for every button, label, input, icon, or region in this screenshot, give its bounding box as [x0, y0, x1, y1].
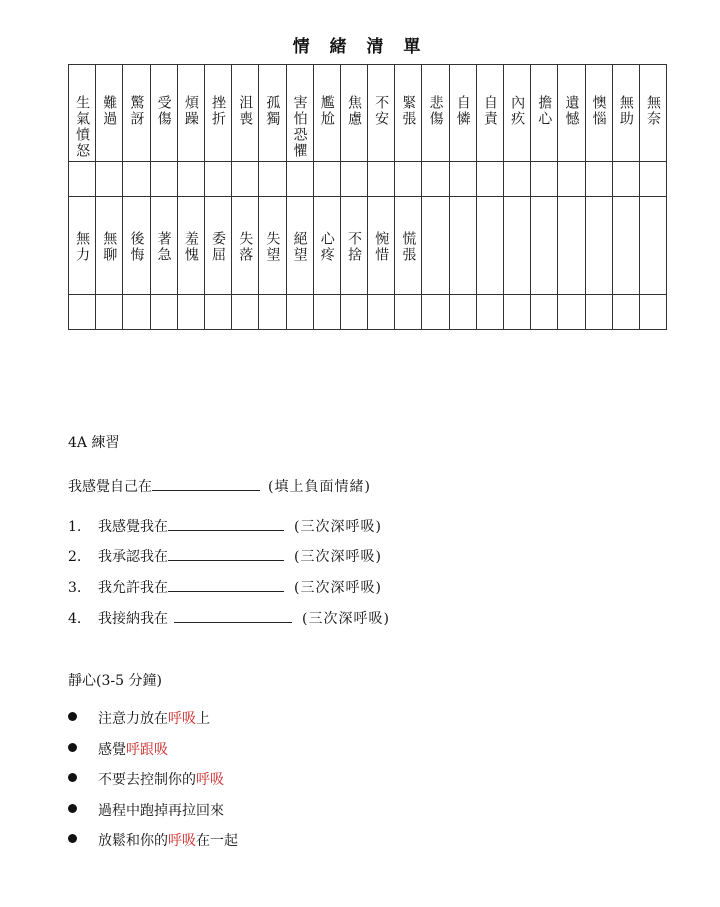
blank-cell: [177, 295, 204, 330]
emotion-cell: [449, 197, 476, 295]
blank-cell: [449, 295, 476, 330]
emotion-cell: [313, 197, 340, 295]
blank-cell: [123, 295, 150, 330]
blank-cell: [150, 295, 177, 330]
blank-cell: [259, 295, 286, 330]
emotion-cell: [422, 65, 449, 162]
step-blank: [168, 546, 284, 561]
emotion-cell: [204, 197, 231, 295]
blank-cell: [123, 162, 150, 197]
item-text: [98, 739, 168, 759]
blank-cell: [204, 162, 231, 197]
emotion-cell: [340, 197, 367, 295]
blank-cell: [204, 295, 231, 330]
emotion-label: 懊惱: [590, 95, 607, 127]
emotion-label: 心疼: [318, 231, 335, 263]
prompt-blank: [152, 476, 260, 491]
emotion-cell: [395, 65, 422, 162]
emotion-cell: [177, 65, 204, 162]
bullet-icon: [68, 712, 77, 721]
blank-cell: [612, 295, 639, 330]
blank-cell: [531, 295, 558, 330]
step-text: 我感覺我在: [98, 519, 168, 535]
blank-cell: [422, 295, 449, 330]
practice-step: [68, 516, 382, 536]
blank-cell: [585, 162, 612, 197]
emotion-cell: [177, 197, 204, 295]
item-text-part: 過程中跑掉再拉回來: [98, 802, 224, 819]
emotion-label: 絕望: [291, 231, 308, 263]
emotion-cell: [395, 197, 422, 295]
meditation-item: [68, 769, 238, 800]
blank-cell: [232, 295, 259, 330]
emotion-cell: [585, 65, 612, 162]
item-text-part: 放鬆和你的: [98, 833, 168, 849]
emotion-cell: [639, 197, 666, 295]
step-number: 3.: [68, 580, 82, 596]
blank-cell: [313, 162, 340, 197]
blank-cell: [96, 295, 123, 330]
blank-cell: [585, 295, 612, 330]
emotion-label: 尷尬: [318, 95, 335, 127]
emotion-label: 自憐: [454, 95, 471, 127]
emotion-cell: [639, 65, 666, 162]
prompt-note: (填上負面情緒): [268, 479, 371, 495]
step-number: 4.: [68, 611, 82, 627]
item-text: [98, 708, 210, 728]
emotion-label: 焦慮: [345, 95, 362, 127]
emotion-cell: [368, 197, 395, 295]
blank-cell: [504, 295, 531, 330]
meditation-item: [68, 800, 238, 831]
bullet-icon: [68, 773, 77, 782]
emotion-cell: [612, 65, 639, 162]
step-text: 我允許我在: [98, 580, 168, 596]
emotion-cell: [69, 65, 96, 162]
emotion-cell: [368, 65, 395, 162]
item-text-part: 上: [196, 711, 210, 727]
emotion-label: 後悔: [128, 231, 145, 263]
emotion-label: 害怕恐懼: [291, 95, 308, 159]
emotion-label: 煩躁: [182, 95, 199, 127]
bullet-icon: [68, 804, 77, 813]
emotion-cell: [504, 65, 531, 162]
item-text-part: 不要去控制你的: [98, 772, 196, 788]
practice-heading: 4A 練習: [68, 435, 120, 451]
blank-cell: [150, 162, 177, 197]
meditation-item: [68, 739, 238, 770]
step-note: (三次深呼吸): [294, 580, 382, 596]
blank-cell: [286, 162, 313, 197]
item-text-part: 感覺: [98, 741, 126, 758]
blank-cell: [313, 295, 340, 330]
item-highlight: 呼吸: [196, 772, 224, 788]
item-highlight: 呼跟吸: [126, 741, 168, 758]
emotion-label: 不捨: [345, 231, 362, 263]
emotion-cell: [123, 65, 150, 162]
emotion-label: 無聊: [101, 231, 118, 263]
emotion-label: 內疚: [509, 95, 526, 127]
emotion-label: 難過: [101, 95, 118, 127]
practice-step: [68, 546, 382, 566]
blank-cell: [232, 162, 259, 197]
step-blank: [168, 577, 284, 592]
emotion-row-1: [69, 65, 667, 162]
blank-cell: [69, 295, 96, 330]
blank-cell: [340, 295, 367, 330]
emotion-cell: [69, 197, 96, 295]
blank-cell: [558, 162, 585, 197]
emotion-cell: [476, 197, 503, 295]
meditation-list: [68, 708, 238, 861]
emotion-label: 不安: [373, 95, 390, 127]
item-text: [98, 800, 224, 820]
emotion-cell: [96, 65, 123, 162]
emotion-cell: [232, 65, 259, 162]
meditation-heading: 靜心(3-5 分鐘): [68, 673, 162, 689]
blank-cell: [612, 162, 639, 197]
blank-cell: [476, 162, 503, 197]
emotion-label: 驚訝: [128, 95, 145, 127]
blank-cell: [259, 162, 286, 197]
step-number: 2.: [68, 549, 82, 565]
item-text: [98, 830, 238, 850]
emotion-label: 生氣憤怒: [74, 95, 91, 159]
emotion-label: 自責: [481, 95, 498, 127]
blank-cell: [476, 295, 503, 330]
item-text: [98, 769, 224, 789]
emotion-label: 失望: [264, 231, 281, 263]
emotion-table: [68, 64, 667, 330]
prompt-text: 我感覺自己在: [68, 479, 152, 495]
step-number: 1.: [68, 519, 82, 535]
step-note: (三次深呼吸): [302, 611, 390, 627]
emotion-label: 慌張: [400, 231, 417, 263]
emotion-cell: [96, 197, 123, 295]
emotion-label: 孤獨: [264, 95, 281, 127]
emotion-label: 受傷: [155, 95, 172, 127]
emotion-cell: [150, 197, 177, 295]
emotion-cell: [232, 197, 259, 295]
practice-prompt: [68, 476, 371, 496]
item-highlight: 呼吸: [168, 711, 196, 727]
blank-cell: [286, 295, 313, 330]
blank-cell: [368, 162, 395, 197]
emotion-label: 緊張: [400, 95, 417, 127]
blank-cell: [639, 162, 666, 197]
emotion-cell: [612, 197, 639, 295]
emotion-cell: [476, 65, 503, 162]
emotion-cell: [449, 65, 476, 162]
step-note: (三次深呼吸): [294, 519, 382, 535]
blank-cell: [449, 162, 476, 197]
emotion-label: 無奈: [645, 95, 662, 127]
emotion-cell: [259, 65, 286, 162]
bullet-icon: [68, 834, 77, 843]
emotion-cell: [286, 197, 313, 295]
emotion-cell: [504, 197, 531, 295]
emotion-label: 擔心: [536, 95, 553, 127]
blank-cell: [422, 162, 449, 197]
emotion-cell: [286, 65, 313, 162]
blank-cell: [531, 162, 558, 197]
page-title: 情 緒 清 單: [292, 37, 428, 57]
emotion-cell: [204, 65, 231, 162]
meditation-item: [68, 830, 238, 861]
blank-cell: [395, 162, 422, 197]
item-text-part: 在一起: [196, 833, 238, 849]
emotion-label: 沮喪: [237, 95, 254, 127]
emotion-label: 惋惜: [373, 231, 390, 263]
emotion-label: 挫折: [210, 95, 227, 127]
blank-cell: [504, 162, 531, 197]
emotion-label: 悲傷: [427, 95, 444, 127]
practice-step: [68, 577, 382, 597]
item-highlight: 呼吸: [168, 833, 196, 849]
step-blank: [168, 516, 284, 531]
emotion-cell: [558, 65, 585, 162]
meditation-item: [68, 708, 238, 739]
emotion-label: 著急: [155, 231, 172, 263]
emotion-cell: [313, 65, 340, 162]
emotion-cell: [585, 197, 612, 295]
emotion-cell: [259, 197, 286, 295]
blank-cell: [340, 162, 367, 197]
emotion-row-2: [69, 197, 667, 295]
blank-row-2: [69, 295, 667, 330]
blank-cell: [395, 295, 422, 330]
blank-cell: [368, 295, 395, 330]
emotion-label: 無助: [617, 95, 634, 127]
emotion-label: 羞愧: [182, 231, 199, 263]
emotion-label: 遺憾: [563, 95, 580, 127]
emotion-label: 委屈: [210, 231, 227, 263]
emotion-label: 失落: [237, 231, 254, 263]
practice-step: [68, 608, 390, 628]
blank-cell: [96, 162, 123, 197]
step-text: 我承認我在: [98, 549, 168, 565]
blank-row-1: [69, 162, 667, 197]
blank-cell: [558, 295, 585, 330]
emotion-cell: [123, 197, 150, 295]
emotion-cell: [150, 65, 177, 162]
bullet-icon: [68, 743, 77, 752]
emotion-cell: [531, 197, 558, 295]
emotion-cell: [531, 65, 558, 162]
emotion-cell: [558, 197, 585, 295]
step-text: 我接納我在: [98, 611, 168, 627]
step-note: (三次深呼吸): [294, 549, 382, 565]
emotion-label: 無力: [74, 231, 91, 263]
emotion-cell: [422, 197, 449, 295]
step-blank: [174, 608, 292, 623]
item-text-part: 注意力放在: [98, 711, 168, 727]
blank-cell: [639, 295, 666, 330]
blank-cell: [69, 162, 96, 197]
blank-cell: [177, 162, 204, 197]
emotion-cell: [340, 65, 367, 162]
